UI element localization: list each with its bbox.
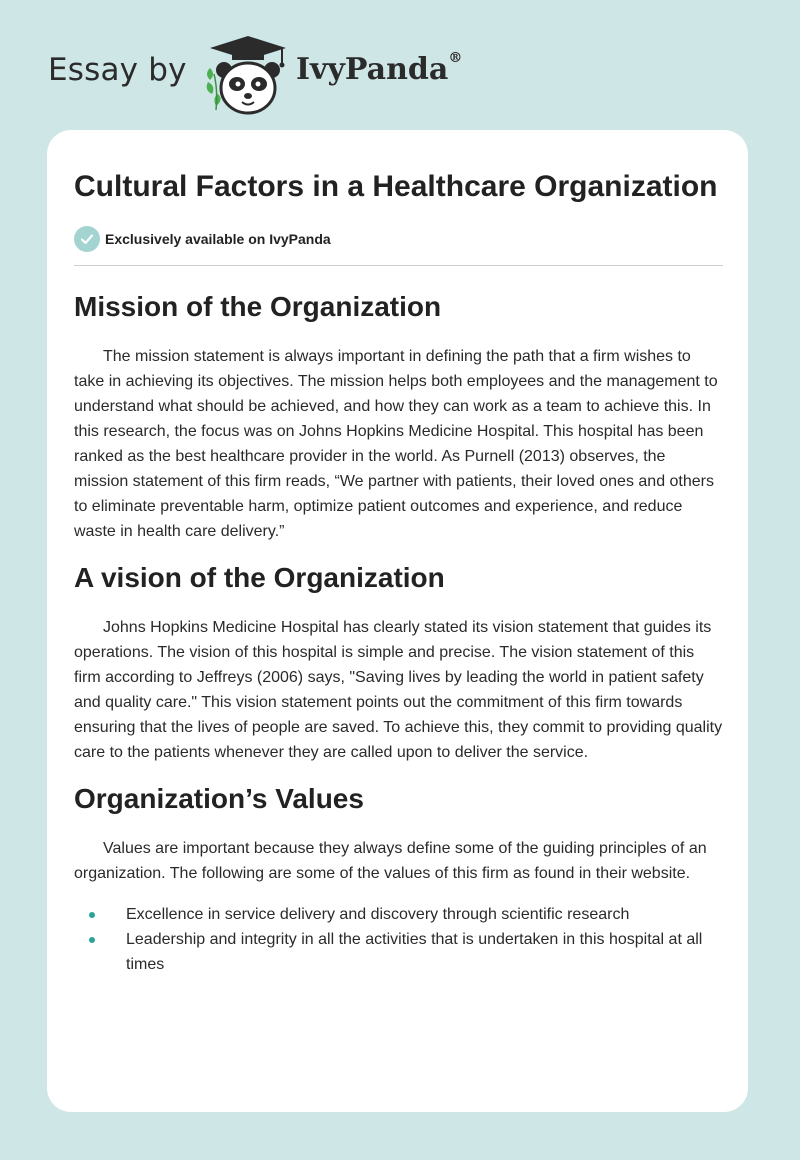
brand-text: IvyPanda <box>296 52 449 87</box>
list-item <box>74 902 724 927</box>
article-title: Cultural Factors in a Healthcare Organization <box>74 170 718 203</box>
exclusive-badge <box>74 225 724 253</box>
checkmark-icon <box>74 226 100 252</box>
section-heading-values: Organization’s Values <box>74 783 364 814</box>
list-item-text: Leadership and integrity in all the activities that is undertaken in this hospital at all times <box>126 931 703 973</box>
list-item-text: Excellence in service delivery and discovery through scientific research <box>126 906 630 923</box>
panda-logo-icon[interactable] <box>202 34 294 116</box>
registered-mark: ® <box>448 50 463 66</box>
section-paragraph-mission: The mission statement is always important in defining the path that a firm wishes to take in achieving its objectives. The mission helps both employees and the management to understand what should be achieved, and how they can work as a team to achieve this. In this research, the focus was on Johns Hopkins Medicine Hospital. This hospital has been ranked as the best healthcare provider in the world. As Purnell (2013) observes, the mission statement of this firm reads, “We partner with patients, their loved ones and others to eliminate preventable harm, optimize patient outcomes and experience, and reduce waste in health care delivery.” <box>74 348 718 540</box>
exclusive-badge-label: Exclusively available on IvyPanda <box>105 231 331 247</box>
section-heading-mission: Mission of the Organization <box>74 291 442 322</box>
section-heading-vision: A vision of the Organization <box>74 562 445 593</box>
title-divider <box>74 265 723 266</box>
site-header <box>48 28 748 118</box>
values-list <box>74 902 724 977</box>
essay-by-label: Essay by <box>48 52 187 88</box>
list-item <box>74 927 724 977</box>
article-content <box>74 166 724 977</box>
section-paragraph-values: Values are important because they always define some of the guiding principles of an organization. The following are some of the values of this firm as found in their website. <box>74 840 707 882</box>
article-card <box>47 130 748 1112</box>
brand-name[interactable] <box>296 52 462 87</box>
bullet-icon <box>89 937 95 943</box>
bullet-icon <box>89 912 95 918</box>
section-paragraph-vision: Johns Hopkins Medicine Hospital has clearly stated its vision statement that guides its operations. The vision of this hospital is simple and precise. The vision statement of this firm according to Jeffreys (2006) says, "Saving lives by leading the world in patient safety and quality care." This vision statement points out the commitment of this firm towards ensuring that the lives of people are saved. To achieve this, they commit to providing quality care to the patients whenever they are called upon to deliver the service. <box>74 619 723 761</box>
